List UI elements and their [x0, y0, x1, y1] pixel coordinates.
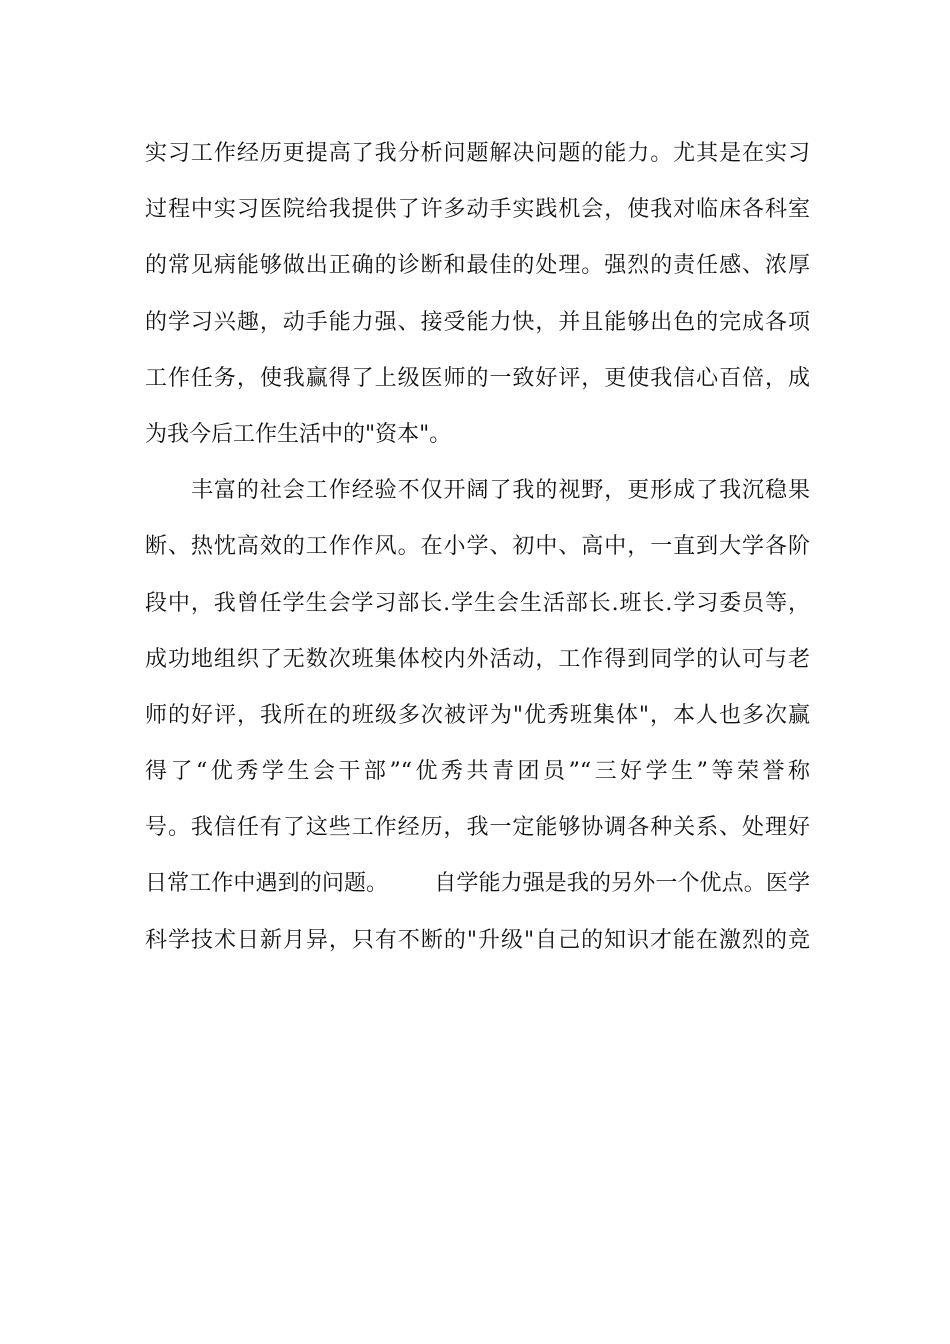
text-line: 段中，我曾任学生会学习部长.学生会生活部长.班长.学习委员等， — [145, 590, 810, 616]
paragraph-internship — [145, 132, 810, 469]
text-line: 断、热忱高效的工作作风。在小学、初中、高中，一直到大学各阶 — [145, 534, 810, 560]
text-line: 成功地组织了无数次班集体校内外活动，工作得到同学的认可与老 — [145, 646, 810, 672]
text-line: 的学习兴趣，动手能力强、接受能力快，并且能够出色的完成各项 — [145, 309, 810, 335]
text-line-content: 丰富的社会工作经验不仅开阔了我的视野，更形成了我沉稳果 — [190, 478, 810, 504]
text-line: 的常见病能够做出正确的诊断和最佳的处理。强烈的责任感、浓厚 — [145, 253, 810, 279]
text-line-content: 自学能力强是我的另外一个优点。医学 — [434, 871, 810, 897]
text-line: 过程中实习医院给我提供了许多动手实践机会，使我对临床各科室 — [145, 197, 810, 223]
text-line-first — [145, 469, 810, 525]
text-line-mixed — [145, 862, 810, 918]
document-body — [145, 132, 810, 975]
text-line: 工作任务，使我赢得了上级医师的一致好评，更使我信心百倍，成 — [145, 365, 810, 391]
text-line: 实习工作经历更提高了我分析问题解决问题的能力。尤其是在实习 — [145, 141, 810, 166]
text-line: 号。我信任有了这些工作经历，我一定能够协调各种关系、处理好 — [145, 815, 810, 841]
text-line: 师的好评，我所在的班级多次被评为"优秀班集体"，本人也多次赢 — [145, 702, 810, 728]
text-line: 为我今后工作生活中的"资本"。 — [145, 421, 452, 447]
text-line-content: 日常工作中遇到的问题。 — [145, 871, 389, 897]
paragraph-self-learning — [145, 919, 810, 975]
text-line: 科学技术日新月异，只有不断的"升级"自己的知识才能在激烈的竞 — [145, 927, 810, 953]
text-line: 得了“优秀学生会干部”“优秀共青团员”“三好学生”等荣誉称 — [145, 759, 810, 785]
paragraph-social-work — [145, 469, 810, 919]
